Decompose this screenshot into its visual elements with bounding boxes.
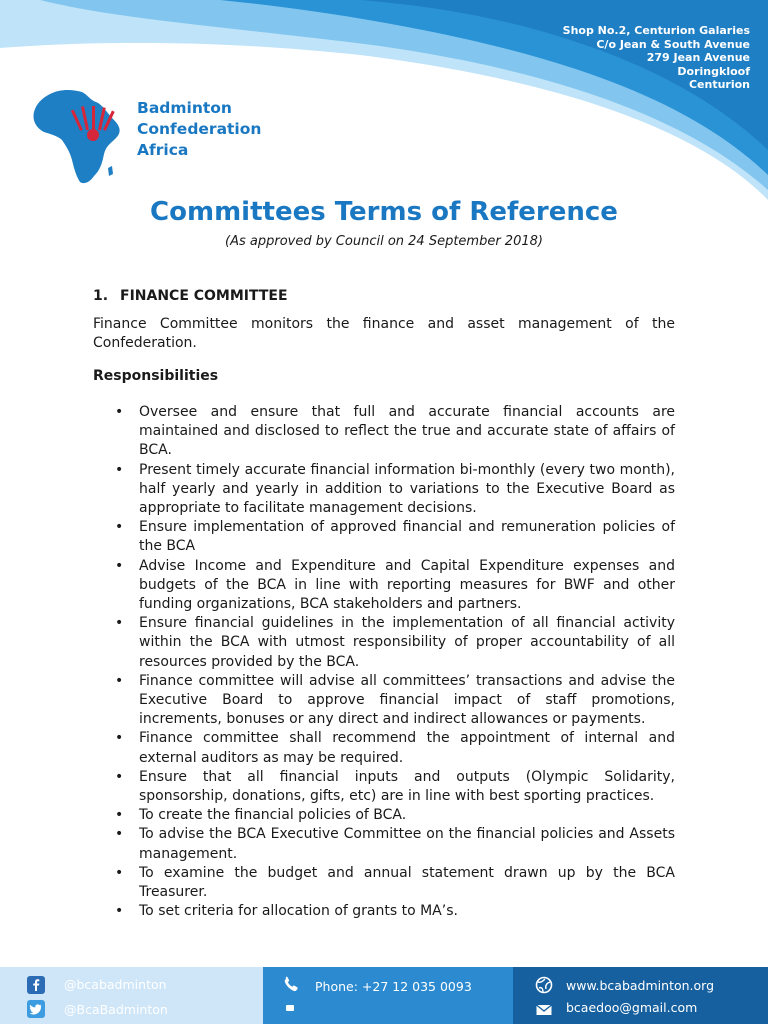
responsibilities-heading: Responsibilities bbox=[93, 368, 219, 384]
list-item bbox=[93, 864, 675, 902]
section-title: FINANCE COMMITTEE bbox=[120, 288, 288, 304]
address-line: 279 Jean Avenue bbox=[646, 51, 750, 64]
bullet-icon: • bbox=[115, 864, 124, 881]
document-subtitle: (As approved by Council on 24 September 2018) bbox=[225, 234, 543, 249]
list-item bbox=[93, 729, 675, 767]
social-panel bbox=[0, 967, 263, 1024]
list-item bbox=[93, 902, 675, 921]
phone-panel bbox=[263, 967, 513, 1024]
list-item bbox=[93, 614, 675, 672]
bullet-icon: • bbox=[115, 730, 124, 747]
list-item bbox=[93, 672, 675, 730]
bullet-icon: • bbox=[115, 903, 124, 920]
phone-number-link[interactable]: Phone: +27 12 035 0093 bbox=[315, 979, 472, 994]
twitter-handle-link[interactable]: @BcaBadminton bbox=[64, 1002, 168, 1017]
list-item-text: Ensure financial guidelines in the implementation of all financial activity within the BCA with utmost responsibility of proper accountability of all resources provided by the BCA. bbox=[139, 615, 675, 670]
section-heading bbox=[93, 288, 288, 304]
bullet-icon: • bbox=[115, 807, 124, 824]
bullet-icon: • bbox=[115, 672, 124, 689]
document-title: Committees Terms of Reference bbox=[150, 197, 618, 227]
list-item bbox=[93, 461, 675, 519]
logo-line: Confederation bbox=[137, 120, 262, 138]
globe-icon bbox=[535, 976, 553, 994]
envelope-icon bbox=[535, 1001, 553, 1019]
responsibilities-list bbox=[93, 403, 675, 921]
list-item bbox=[93, 825, 675, 863]
web-panel bbox=[513, 967, 768, 1024]
list-item bbox=[93, 806, 675, 825]
address-line: Doringkloof bbox=[677, 64, 750, 78]
logo-wordmark bbox=[137, 98, 261, 161]
list-item bbox=[93, 557, 675, 615]
list-item bbox=[93, 768, 675, 806]
list-item-text: Ensure that all financial inputs and outputs (Olympic Solidarity, sponsorship, donations, gifts, etc) are in line with best sporting practices. bbox=[139, 768, 675, 805]
list-item-text: Oversee and ensure that full and accurate financial accounts are maintained and disclosed to reflect the true and accurate state of affairs of BCA. bbox=[139, 404, 675, 459]
list-item-text: To create the financial policies of BCA. bbox=[139, 807, 407, 824]
twitter-icon[interactable] bbox=[27, 1000, 45, 1018]
list-item-text: To advise the BCA Executive Committee on the financial policies and Assets management. bbox=[139, 826, 675, 862]
list-item bbox=[93, 403, 675, 461]
list-item-text: Present timely accurate financial information bi-monthly (every two month), half yearly and yearly in addition to variations to the Executive Board as appropriate to facilitate management decisions. bbox=[139, 461, 675, 517]
list-item-text: To examine the budget and annual statement drawn up by the BCA Treasurer. bbox=[139, 864, 675, 901]
phone-icon bbox=[282, 975, 300, 993]
bullet-icon: • bbox=[115, 826, 124, 843]
bullet-icon: • bbox=[115, 615, 124, 632]
address-line: Shop No.2, Centurion Galaries bbox=[562, 24, 750, 37]
list-item bbox=[93, 518, 675, 556]
list-item-text: Finance committee will advise all committees’ transactions and advise the Executive Board to approve financial impact of staff promotions, increments, bonuses or any direct and indirect allowances or payments. bbox=[139, 672, 675, 728]
section-number: 1. bbox=[93, 288, 109, 304]
website-link[interactable]: www.bcabadminton.org bbox=[566, 978, 715, 993]
bullet-icon: • bbox=[115, 557, 124, 574]
list-item-text: To set criteria for allocation of grants to MA’s. bbox=[139, 903, 458, 920]
mobile-icon bbox=[286, 1005, 294, 1011]
bullet-icon: • bbox=[115, 768, 124, 785]
address-line: C/o Jean & South Avenue bbox=[596, 37, 750, 51]
list-item-text: Finance committee shall recommend the appointment of internal and external auditors as may be required. bbox=[139, 730, 675, 766]
bullet-icon: • bbox=[115, 461, 124, 478]
footer-bar bbox=[0, 967, 768, 1024]
logo-line: Africa bbox=[137, 141, 189, 159]
bullet-icon: • bbox=[115, 404, 124, 420]
address-block bbox=[563, 24, 750, 92]
africa-shuttlecock-logo bbox=[30, 86, 130, 186]
list-item-text: Advise Income and Expenditure and Capital Expenditure expenses and budgets of the BCA in line with reporting measures for BWF and other funding organizations, BCA stakeholders and partners. bbox=[139, 557, 675, 613]
bullet-icon: • bbox=[115, 519, 124, 536]
facebook-icon[interactable] bbox=[27, 976, 45, 994]
logo-line: Badminton bbox=[137, 99, 232, 117]
list-item-text: Ensure implementation of approved financial and remuneration policies of the BCA bbox=[139, 519, 675, 555]
email-link[interactable]: bcaedoo@gmail.com bbox=[566, 1000, 698, 1015]
facebook-handle-link[interactable]: @bcabadminton bbox=[64, 977, 167, 992]
section-intro: Finance Committee monitors the finance and asset management of the Confederation. bbox=[93, 316, 675, 351]
address-line: Centurion bbox=[688, 78, 750, 91]
